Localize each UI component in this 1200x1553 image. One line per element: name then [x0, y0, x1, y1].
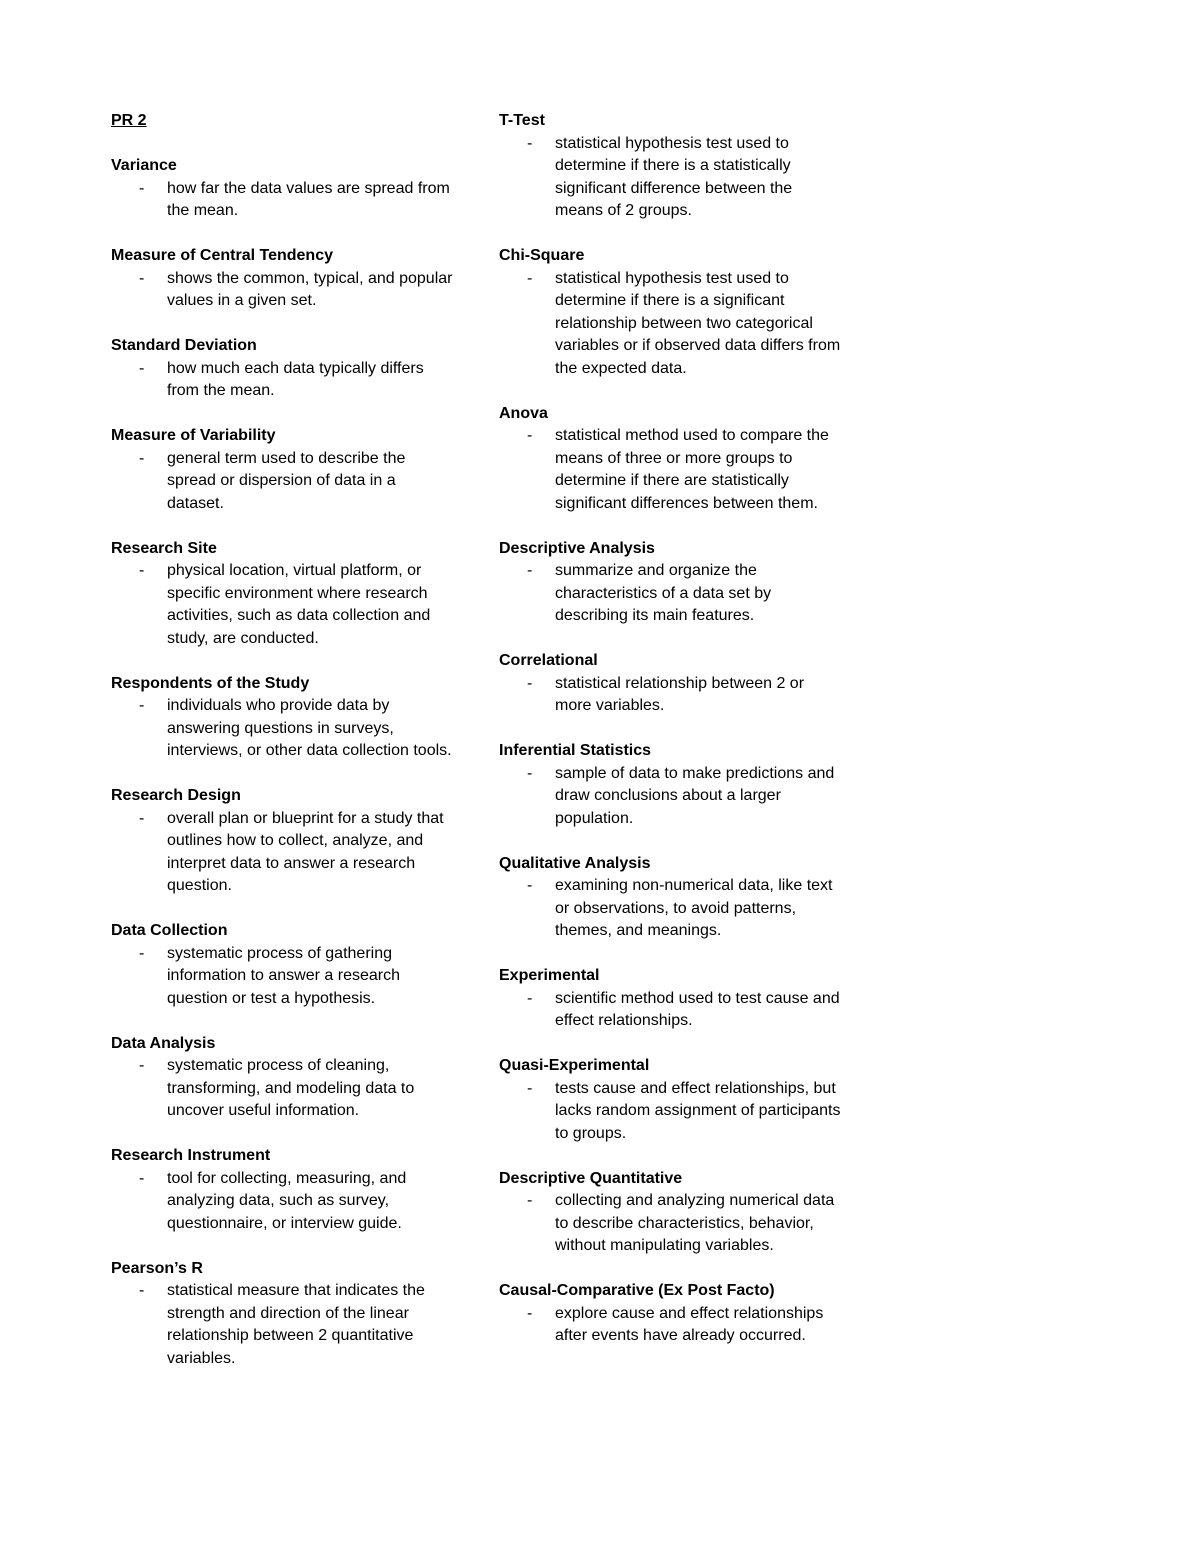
- glossary-entry: [499, 1280, 844, 1348]
- term-heading: Measure of Variability: [111, 427, 276, 444]
- glossary-entry: [111, 335, 456, 403]
- glossary-entry: [499, 403, 844, 516]
- term-heading: Standard Deviation: [111, 337, 257, 354]
- term-heading: T-Test: [499, 112, 545, 129]
- left-entries: [111, 155, 456, 1370]
- dash-marker: -: [139, 179, 145, 197]
- definition-text: overall plan or blueprint for a study that outlines how to collect, analyze, and interpret data to answer a research question.: [167, 809, 444, 894]
- glossary-entry: [499, 740, 844, 830]
- dash-marker: -: [527, 427, 533, 444]
- definition-text: scientific method used to test cause and effect relationships.: [555, 989, 840, 1029]
- glossary-entry: [111, 155, 456, 223]
- definition-text: systematic process of cleaning, transforming, and modeling data to uncover useful information.: [167, 1057, 415, 1119]
- definition-bullet: [499, 763, 844, 831]
- glossary-entry: [111, 1258, 456, 1371]
- definition-text: collecting and analyzing numerical data to describe characteristics, behavior, without manipulating variables.: [555, 1192, 835, 1254]
- glossary-entry: [111, 1145, 456, 1235]
- glossary-entry: [499, 1168, 844, 1258]
- term-heading: Respondents of the Study: [111, 674, 310, 692]
- term-heading: Experimental: [499, 967, 600, 984]
- definition-bullet: [111, 695, 456, 763]
- definition-bullet: [111, 358, 456, 403]
- glossary-entry: [111, 245, 456, 313]
- term-heading: Correlational: [499, 652, 598, 669]
- definition-text: tool for collecting, measuring, and analyzing data, such as survey, questionnaire, or interview guide.: [167, 1169, 407, 1232]
- document-title: PR 2: [111, 112, 147, 129]
- glossary-entry: [111, 920, 456, 1010]
- term-heading: Research Design: [111, 787, 241, 804]
- definition-bullet: [499, 425, 844, 515]
- dash-marker: -: [527, 134, 533, 152]
- glossary-entry: [499, 1055, 844, 1145]
- definition-bullet: [111, 1280, 456, 1370]
- definition-text: systematic process of gathering information to answer a research question or test a hypothesis.: [167, 944, 400, 1007]
- dash-marker: -: [527, 674, 533, 692]
- definition-text: shows the common, typical, and popular values in a given set.: [167, 269, 453, 309]
- definition-bullet: [111, 178, 456, 223]
- definition-text: individuals who provide data by answering questions in surveys, interviews, or other data collection tools.: [167, 697, 452, 759]
- dash-marker: -: [527, 877, 533, 894]
- definition-bullet: [499, 988, 844, 1033]
- dash-marker: -: [139, 449, 145, 467]
- glossary-entry: [499, 965, 844, 1033]
- definition-bullet: [111, 268, 456, 313]
- glossary-entry: [499, 853, 844, 943]
- glossary-entry: [499, 245, 844, 380]
- definition-bullet: [499, 875, 844, 943]
- dash-marker: -: [527, 764, 533, 782]
- dash-marker: -: [139, 944, 145, 962]
- dash-marker: -: [139, 269, 145, 287]
- definition-text: explore cause and effect relationships after events have already occurred.: [555, 1304, 824, 1344]
- glossary-entry: [499, 110, 844, 223]
- definition-bullet: [111, 448, 456, 516]
- definition-text: statistical hypothesis test used to determine if there is a statistically significant difference between the means of 2 groups.: [555, 134, 793, 219]
- right-entries: [499, 110, 844, 1348]
- dash-marker: -: [139, 1057, 145, 1074]
- glossary-entry: [111, 538, 456, 651]
- dash-marker: -: [527, 269, 533, 287]
- definition-text: how much each data typically differs from the mean.: [167, 359, 424, 399]
- definition-text: tests cause and effect relationships, but lacks random assignment of participants to groups.: [555, 1079, 841, 1142]
- definition-bullet: [111, 1168, 456, 1236]
- dash-marker: -: [527, 1192, 533, 1209]
- term-heading: Measure of Central Tendency: [111, 247, 333, 264]
- term-heading: Chi-Square: [499, 247, 585, 264]
- definition-bullet: [499, 268, 844, 381]
- definition-bullet: [499, 1303, 844, 1348]
- dash-marker: -: [139, 809, 145, 827]
- glossary-entry: [111, 785, 456, 898]
- term-heading: Data Analysis: [111, 1034, 216, 1052]
- definition-bullet: [499, 560, 844, 628]
- definition-text: examining non-numerical data, like text or observations, to avoid patterns, themes, and meanings.: [555, 877, 833, 939]
- definition-text: sample of data to make predictions and draw conclusions about a larger population.: [555, 764, 835, 827]
- dash-marker: -: [139, 562, 145, 579]
- definition-bullet: [111, 1055, 456, 1123]
- term-heading: Research Site: [111, 539, 217, 557]
- glossary-entry: [499, 650, 844, 718]
- term-heading: Research Instrument: [111, 1147, 271, 1164]
- dash-marker: -: [527, 989, 533, 1007]
- term-heading: Data Collection: [111, 922, 228, 939]
- dash-marker: -: [139, 1169, 145, 1187]
- definition-bullet: [499, 673, 844, 718]
- definition-bullet: [111, 943, 456, 1011]
- term-heading: Variance: [111, 157, 177, 174]
- dash-marker: -: [139, 1282, 145, 1299]
- definition-text: summarize and organize the characteristics of a data set by describing its main features.: [555, 562, 772, 624]
- term-heading: Pearson’s R: [111, 1259, 203, 1277]
- definition-text: statistical method used to compare the means of three or more groups to determine if there are statistically significant differences between them.: [555, 427, 829, 512]
- term-heading: Quasi-Experimental: [499, 1057, 650, 1074]
- definition-bullet: [111, 808, 456, 898]
- definition-text: how far the data values are spread from the mean.: [167, 179, 450, 219]
- definition-text: general term used to describe the spread or dispersion of data in a dataset.: [167, 449, 406, 512]
- glossary-entry: [499, 538, 844, 628]
- definition-text: statistical relationship between 2 or more variables.: [555, 674, 805, 714]
- definition-text: physical location, virtual platform, or specific environment where research activities, such as data collection and study, are conducted.: [167, 562, 431, 647]
- term-heading: Descriptive Analysis: [499, 539, 655, 557]
- definition-bullet: [111, 560, 456, 650]
- dash-marker: -: [527, 1079, 533, 1097]
- dash-marker: -: [139, 697, 145, 714]
- term-heading: Inferential Statistics: [499, 742, 652, 759]
- term-heading: Anova: [499, 404, 548, 422]
- right-column: [499, 110, 844, 1370]
- definition-bullet: [499, 1078, 844, 1146]
- definition-bullet: [499, 1190, 844, 1258]
- term-heading: Qualitative Analysis: [499, 854, 651, 872]
- glossary-entry: [111, 1033, 456, 1123]
- glossary-entry: [111, 425, 456, 515]
- dash-marker: -: [527, 1304, 533, 1322]
- definition-bullet: [499, 133, 844, 223]
- dash-marker: -: [527, 562, 533, 579]
- definition-text: statistical measure that indicates the strength and direction of the linear relationship between 2 quantitative variables.: [167, 1282, 425, 1367]
- term-heading: Causal-Comparative (Ex Post Facto): [499, 1282, 775, 1299]
- term-heading: Descriptive Quantitative: [499, 1169, 683, 1187]
- dash-marker: -: [139, 359, 145, 377]
- definition-text: statistical hypothesis test used to determine if there is a significant relationship between two categorical variables or if observed data differs from the expected data.: [555, 269, 841, 377]
- left-column: [111, 110, 456, 1393]
- glossary-entry: [111, 673, 456, 763]
